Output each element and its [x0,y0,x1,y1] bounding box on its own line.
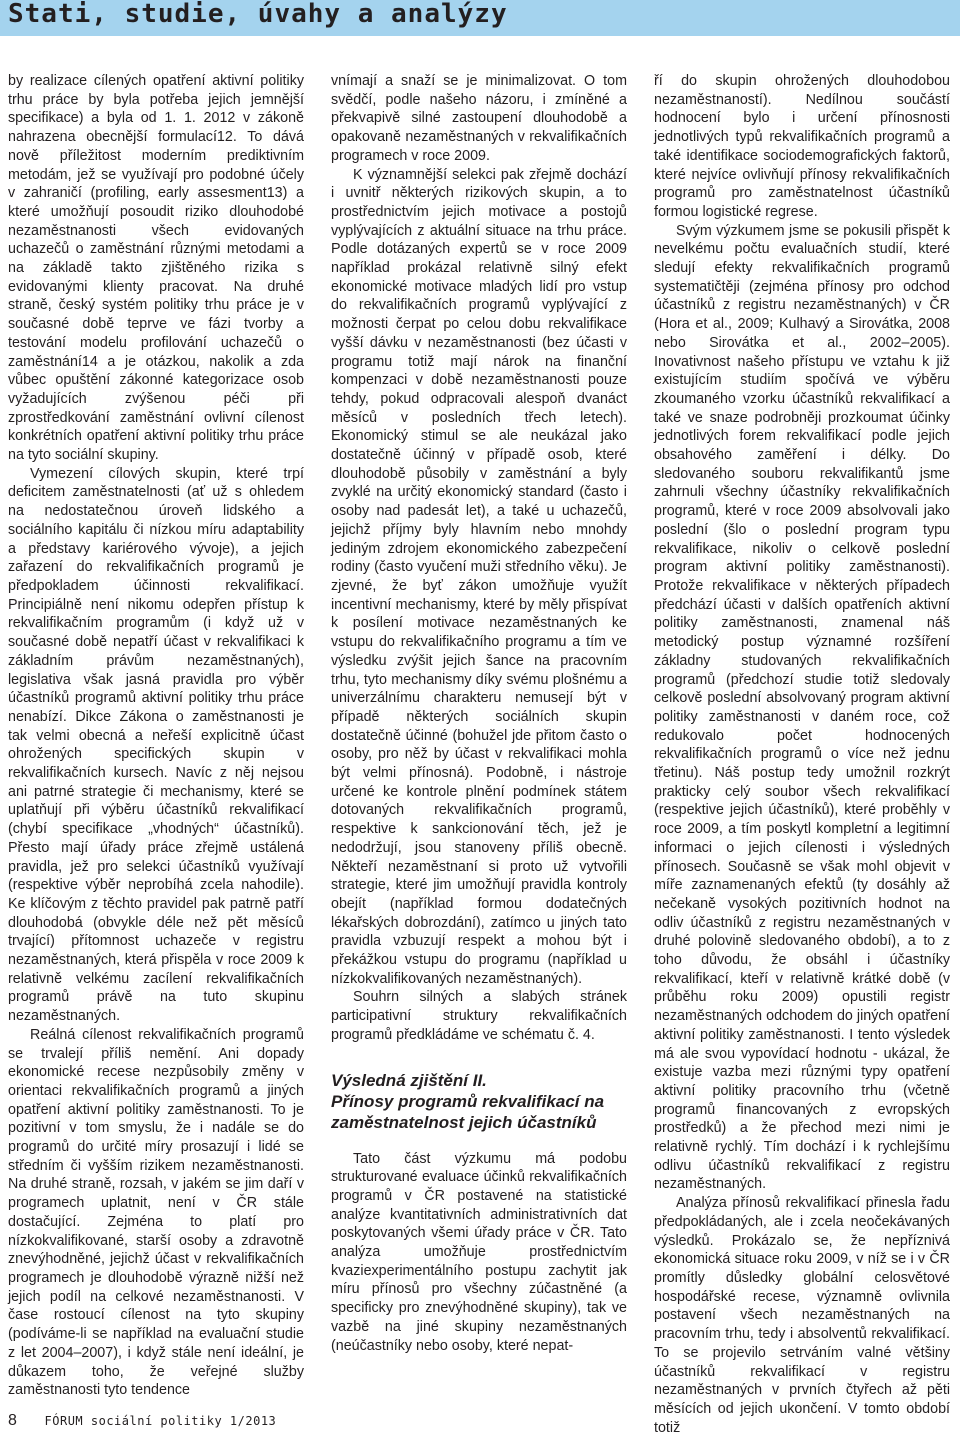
column-3 [654,72,950,1436]
paragraph: Tato část výzkumu má podobu strukturované evaluace účinků rekvalifikačních programů v ČR postavené na statistické analýze kvantitativních administrativních dat poskytovaných všemi úřady práce v ČR. Tato analýza umožňuje prostřednictvím kvaziexperimentálního postupu zachytit jak míru přínosů pro všechny zúčastněné (a specificky pro znevýhodněné skupiny), tak ve vazbě na jiné skupiny nezaměstnaných (neúčastníky nebo osoby, které nepat- [331,1150,627,1354]
paragraph: Analýza přínosů rekvalifikací přinesla řadu předpokládaných, ale i zcela neočekávaných výsledků. Prokázalo se, že nepříznivá ekonomická situace roku 2009, v níž se i v ČR promítly důsledky globální celosvětové hospodářské recese, významně ovlivnila postavení všech nezaměstnaných na pracovním trhu, tedy i absolventů rekvalifikací. To se projevilo setrváním valné většiny účastníků rekvalifikací v registru nezaměstnaných v prvních čtyřech až pěti měsících od jejich ukončení. V tomto období totiž [654,1195,950,1436]
page-number: 8 [8,1412,17,1429]
paragraph: Vymezení cílových skupin, které trpí deficitem zaměstnatelnosti (ať už s ohledem na nedostatečnou úroveň lidského a sociálního kapitálu či nízkou míru adaptability a představy kariérového vývoje), a jejich zařazení do rekvalifikačních programů je předpokladem účinnosti rekvalifikací. Principiálně není nikomu odepřen přístup k rekvalifikačním programům (i když už v současné době nepatří účast v rekvalifikaci k základním právům nezaměstnaných), legislativa však jasná pravidla pro výběr účastníků programů aktivní politiky trhu práce nenabízí. Dikce Zákona o zaměstnanosti je tak velmi obecná a neřeší explicitně účast ohrožených specifických skupin v rekvalifikačních kursech. Navíc z něj nejsou ani patrné strategie či mechanismy, které se uplatňují při výběru účastníků rekvalifikací (chybí specifikace „vhodných“ účastníků). Přesto mají úřady práce zřejmě ustálená pravidla, jež pro selekci účastníků využívají (respektive výběr neprobíhá zcela nahodile). Ke klíčovým z těchto pravidel pak patrně patří dlouhodobá (obvykle déle než pět měsíců trvající) přítomnost uchazeče v registru nezaměstnaných, která přispěla v roce 2009 k relativně velkému zacílení rekvalifikačních programů právě na tuto skupinu nezaměstnaných. [8,465,304,1025]
paragraph: vnímají a snaží se je minimalizovat. O tom svědčí, podle našeho názoru, i zmíněné a překvapivě silné zastoupení dlouhodobě a opakovaně nezaměstnaných v rekvalifikačních programech v roce 2009. [331,73,627,164]
journal-title: FÓRUM sociální politiky 1/2013 [44,1414,277,1428]
header-band [0,0,960,36]
paragraph: Svým výzkumem jsme se pokusili přispět k nevelkému počtu evaluačních studií, které sledují efekty rekvalifikačních programů systematičtěji (zejména přínosy pro odchod účastníků z registru nezaměstnaných) v ČR (Hora et al., 2009; Kulhavý a Sirovátka, 2008 nebo Sirovátka et al., 2002–2005). Inovativnost našeho přístupu ve vztahu k již existujícím studiím spočívá ve výběru zkoumaného vzorku účastníků rekvalifikací a také ve snaze podrobněji prozkoumat účinky jednotlivých forem rekvalifikací podle jejich obsahového zaměření i délky. Do sledovaného souboru rekvalifikantů jsme zahrnuli všechny účastníky rekvalifikačních programů, které v roce 2009 absolvovali jako poslední (šlo o poslední program typu rekvalifikace, nikoliv o celkově poslední program aktivní politiky zaměstnanosti). Protože rekvalifikace v některých případech předchází účasti v dalších opatřeních aktivní politiky zaměstnanosti, znamenal náš metodický postup významné rozšíření základny studovaných rekvalifikačních programů (předchozí studie totiž sledovaly celkově poslední absolvovaný program aktivní politiky zaměstnanosti v daném roce, což redukovalo počet hodnocených rekvalifikačních programů o více než jednu třetinu). Náš postup tedy umožnil rozkrýt prakticky celý soubor všech rekvalifikací (respektive jejich účastníků), které proběhly v roce 2009, a tím poskytl kompletní a legitimní informaci o jejich cílenosti i výsledných přínosech. Současně se však mohl objevit v míře zaznamenaných efektů (ty dosáhly až nečekaně vysokých pozitivních hodnot na odliv účastníků z registru nezaměstnaných v druhé polovině sledovaného období), a to z toho důvodu, že obsáhl i účastníky rekvalifikací, kteří v relativně krátké době (v průběhu roku 2009) opustili registr nezaměstnaných odchodem do jiných opatření aktivní politiky zaměstnanosti. I tento výsledek má ale svou vypovídací hodnotu - ukázal, že existuje vazba mezi různými typy opatření aktivní politiky pracovního trhu (včetně programů financovaných z evropských prostředků) a že přechod mezi nimi je relativně rychlý. Tím dochází i k rychlejšímu odlivu účastníků rekvalifikací z registru nezaměstnaných. [654,222,950,1193]
section-heading [331,1070,627,1133]
paragraph: ří do skupin ohrožených dlouhodobou nezaměstnaností). Nedílnou součástí hodnocení bylo i určení přínosnosti jednotlivých typů rekvalifikačních programů a také identifikace sociodemografických faktorů, které nejvíce ovlivňují přínosy rekvalifikačních programů pro zaměstnatelnost účastníků formou logistické regrese. [654,73,950,220]
paragraph: Reálná cílenost rekvalifikačních programů se trvalejí příliš nemění. Ani dopady ekonomické recese nezpůsobily změny v orientaci rekvalifikačních programů a jiných opatření aktivní politiky zaměstnanosti. To je pozitivní v tom smyslu, že i nadále se do programů do určité míry prosazují i lidé se středním či vyšším rizikem nezaměstnanosti. Na druhé straně, rozsah, v jakém se jim daří v programech uplatnit, není v ČR stále dostačující. Zejména to platí pro nízkokvalifikované, starší osoby a zdravotně znevýhodněné, jejichž účast v rekvalifikačních programech je dlouhodobě výrazně nižší než jejich podíl na celkové nezaměstnanosti. V čase rostoucí cílenost na tyto skupiny (podíváme-li se například na evaluační studie z let 2004–2007), i když stále není ideální, je důkazem toho, že veřejné služby zaměstnanosti tyto tendence [8,1026,304,1399]
paragraph: Souhrn silných a slabých stránek participativní struktury rekvalifikačních programů předkládáme ve schématu č. 4. [331,989,627,1043]
page-footer [8,1410,276,1432]
heading-line-2: Přínosy programů rekvalifikací na zaměstnatelnost jejich účastníků [331,1091,605,1132]
paragraph: K významnější selekci pak zřejmě dochází i uvnitř některých rizikových skupin, a to prostřednictvím jejich motivace a postojů vyplývajících z aktuální situace na trhu práce. Podle dotázaných expertů se v roce 2009 například prokázal relativně silný efekt ekonomické motivace mladých lidí pro vstup do rekvalifikačních programů vyplývající z možnosti čerpat po celou dobu rekvalifikace vyšší dávku v nezaměstnanosti (bez účasti v programu totiž mají nárok na finanční kompenzaci v době nezaměstnanosti pouze tehdy, pokud odpracovali alespoň dvanáct měsíců v posledních třech letech). Ekonomický stimul se ale neukázal jako dostatečně účinný v případě osob, které dlouhodobě působily v zaměstnání a byly zvyklé na určitý ekonomický standard (často i osoby nad padesát let), a také u uchazečů, jejichž příjmy byly hlavním nebo mnohdy jediným zdrojem ekonomického zabezpečení rodiny (často vyučení muži středního věku). Je zjevné, že byť zákon umožňuje využít incentivní mechanismy, které by měly přispívat k posílení motivace nezaměstnaných ke vstupu do rekvalifikačního programu a tím ve výsledku zvýšit jejich šance na pracovním trhu, tyto mechanismy díky svému plošnému a univerzálnímu charakteru nemusejí být v případě některých sociálních skupin dostatečně účinné (bohužel jde přitom často o osoby, pro něž by účast v rekvalifikaci mohla být velmi přínosná). Podobně, i nástroje určené ke kontrole plnění podmínek státem dotovaných rekvalifikačních programů, respektive k sankcionování těch, jež je nedodržují, jsou stanoveny příliš obecně. Někteří nezaměstnaní si proto už vytvořili strategie, které jim umožňují pravidla kontroly obejít (například formou dodatečných lékařských dobrozdání), zatímco u jiných tato pravidla vzbuzují respekt a mohou být i překážkou vstupu do programu (například u nízkokvalifikovaných nezaměstnaných). [331,166,627,987]
section-title: Stati, studie, úvahy a analýzy [8,0,508,29]
paragraph: by realizace cílených opatření aktivní politiky trhu práce by byla potřeba jejich jemnější specifikace) a byla od 1. 1. 2012 v zákoně nahrazena obecnější formulací12. To dává nově příležitost moderním prediktivním metodám, jež se využívají pro podobné účely v zahraničí (profiling, early assesment13) a které umožňují posoudit riziko dlouhodobé nezaměstnanosti všech evidovaných uchazečů o zaměstnání různými metodami a na základě takto zjištěného rizika s evidovanými klienty pracovat. Na druhé straně, český systém politiky trhu práce je v současné době teprve ve fázi tvorby a testování modelu profilování uchazečů o zaměstnání14 a je otázkou, nakolik a zda vůbec opuštění zákonné kategorizace osob vyžadujících zvýšenou péči při zprostředkování zaměstnání ovlivní cílenost konkrétních opatření aktivní politiky trhu práce na tyto sociální skupiny. [8,73,304,464]
column-2 [331,72,627,1382]
heading-line-1: Výsledná zjištění II. [331,1070,487,1090]
column-1 [8,72,304,1399]
